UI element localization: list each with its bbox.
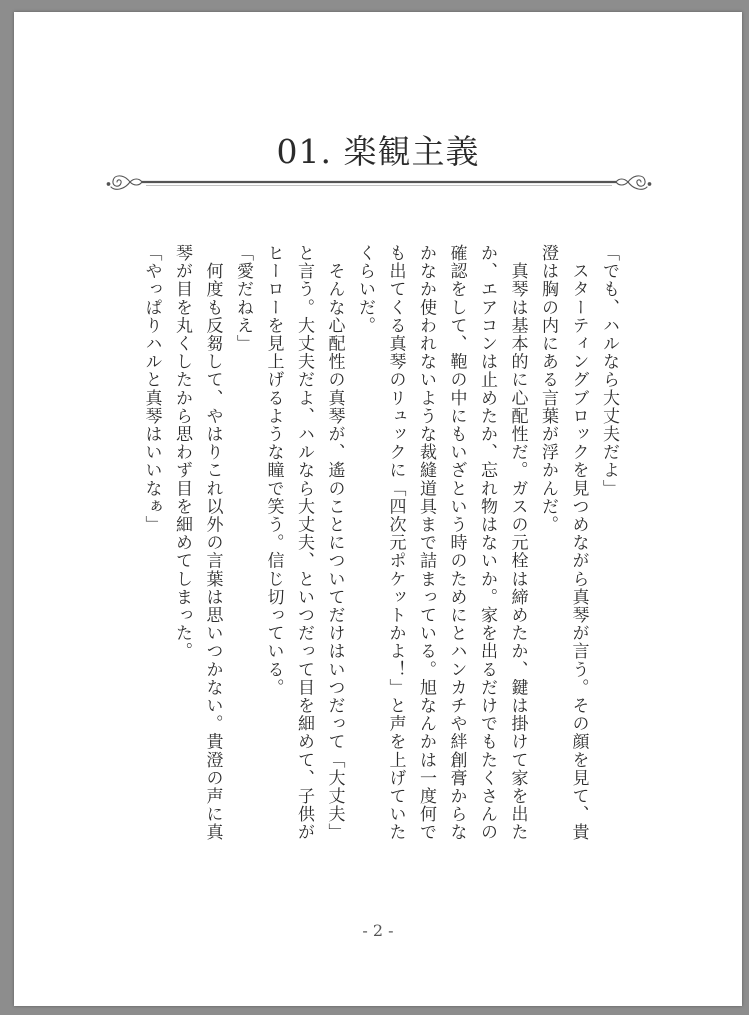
book-page: [14, 12, 742, 1006]
paragraph: 何度も反芻して、やはりこれ以外の言葉は思いつかない。貴澄の声に真琴が目を丸くしたから思わず目を細めてしまった。: [172, 244, 223, 842]
paragraph: 真琴は基本的に心配性だ。ガスの元栓は締めたか、鍵は掛けて家を出たか、エアコンは止めたか、忘れ物はないか。家を出るだけでもたくさんの確認をして、鞄の中にもいざという時のためにとハンカチや絆創膏からなかなか使われないような裁縫道具まで詰まっている。旭なんかは一度何でも出てくる真琴のリュックに「四次元ポケットかよ！」と声を上げていたくらいだ。: [355, 244, 528, 842]
page-number: - 2 -: [362, 921, 394, 940]
title-ornament-divider: [106, 170, 652, 194]
paragraph: 「やっぱりハルと真琴はいいなぁ」: [141, 244, 162, 534]
paragraph: 「愛だねえ」: [233, 244, 253, 353]
paragraph: そんな心配性の真琴が、遙のことについてだけはいつだって「大丈夫」と言う。大丈夫だよ、ハルなら大丈夫、といつだって目を細めて、子供がヒーローを見上げるような瞳で笑う。信じ切っている。: [263, 244, 345, 842]
chapter-title: 01. 楽観主義: [276, 132, 480, 171]
paragraph: スターティングブロックを見つめながら真琴が言う。その顔を見て、貴澄は胸の内にある言葉が浮かんだ。: [538, 244, 589, 842]
paragraph: 「でも、ハルなら大丈夫だよ」: [599, 244, 619, 498]
novel-body-text: [134, 244, 624, 854]
